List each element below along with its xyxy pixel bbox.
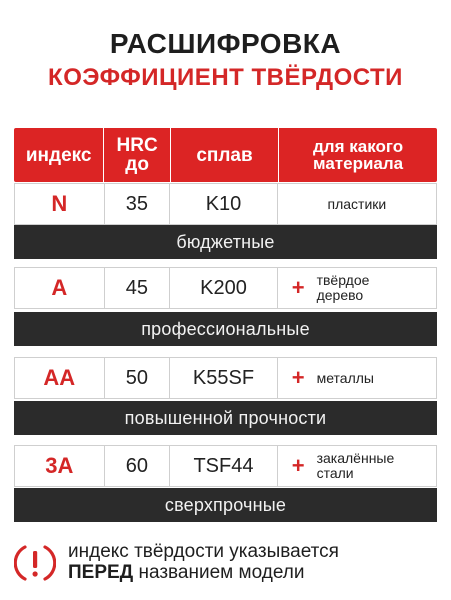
- category-band: профессиональные: [14, 312, 437, 346]
- row-alloy: K55SF: [170, 358, 277, 398]
- note-line1: индекс твёрдости указывается: [68, 541, 339, 563]
- header-hrc-line2: до: [125, 154, 149, 175]
- row-alloy: K10: [170, 184, 277, 224]
- header-alloy: сплав: [171, 128, 279, 182]
- note-line2: названием модели: [133, 562, 305, 583]
- row-material: [278, 184, 436, 224]
- row-index: A: [15, 268, 105, 308]
- header-hrc: [104, 128, 171, 182]
- row-material-text: [317, 451, 395, 480]
- header-material-line2: материала: [312, 154, 404, 173]
- category-band: сверхпрочные: [14, 488, 437, 522]
- table-row: [14, 445, 437, 487]
- row-material-line2: дерево: [316, 287, 364, 303]
- row-hrc: 45: [105, 268, 171, 308]
- note: [14, 540, 437, 586]
- row-material: [278, 268, 436, 308]
- title-line2: КОЭФФИЦИЕНТ ТВЁРДОСТИ: [48, 64, 403, 91]
- row-material: [278, 358, 436, 398]
- row-material: [278, 446, 436, 486]
- warning-exclamation-icon: [14, 542, 56, 584]
- row-hrc: 35: [105, 184, 171, 224]
- table-row: [14, 267, 437, 309]
- row-index: N: [15, 184, 105, 224]
- plus-icon: +: [291, 453, 305, 478]
- table-row: [14, 357, 437, 399]
- row-material-text: металлы: [316, 369, 374, 386]
- title-line1: РАСШИФРОВКА: [109, 28, 342, 59]
- row-hrc: 60: [105, 446, 171, 486]
- table-header: [14, 128, 437, 182]
- row-index: AA: [15, 358, 105, 398]
- header-material-line1: для какого: [313, 137, 404, 156]
- header-index: индекс: [14, 128, 104, 182]
- plus-icon: +: [291, 365, 305, 390]
- note-text: [68, 542, 339, 584]
- row-material-text: [317, 273, 370, 302]
- row-material-line1: твёрдое: [316, 272, 370, 289]
- row-alloy: K200: [170, 268, 277, 308]
- row-hrc: 50: [105, 358, 171, 398]
- row-material-line2: стали: [316, 465, 354, 481]
- row-material-text: пластики: [327, 195, 387, 212]
- category-band: бюджетные: [14, 225, 437, 259]
- plus-icon: +: [291, 275, 305, 300]
- row-alloy: TSF44: [170, 446, 277, 486]
- table-row: [14, 183, 437, 225]
- row-material-line1: закалённые: [316, 450, 395, 467]
- category-band: повышенной прочности: [14, 401, 437, 435]
- header-material: [279, 128, 437, 182]
- row-index: 3A: [15, 446, 105, 486]
- header-hrc-line1: HRC: [116, 135, 158, 156]
- note-bold: ПЕРЕД: [68, 562, 134, 583]
